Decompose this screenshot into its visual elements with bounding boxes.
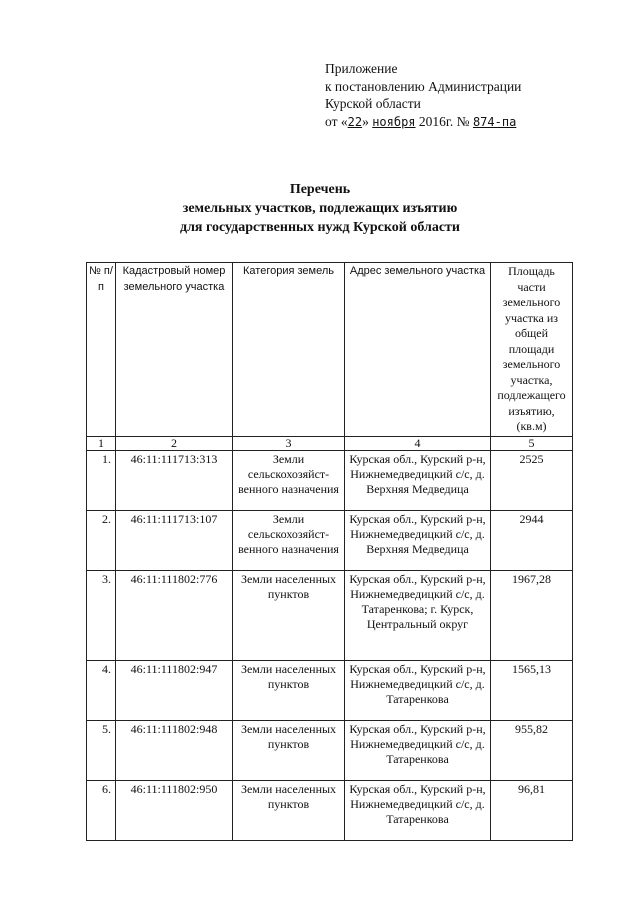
- row-area: 1967,28: [491, 570, 573, 660]
- row-area: 2525: [491, 450, 573, 510]
- row-area: 96,81: [491, 780, 573, 840]
- row-cadastral: 46:11:111802:947: [116, 660, 233, 720]
- row-category: Земли сельскохозяйст-венного назначения: [233, 510, 345, 570]
- row-num: 5.: [87, 720, 116, 780]
- table-row: [87, 570, 573, 660]
- row-num: 3.: [87, 570, 116, 660]
- row-cadastral: 46:11:111802:948: [116, 720, 233, 780]
- row-address: Курская обл., Курский р-н, Нижнемедведицкий с/с, д. Татаренкова: [345, 720, 491, 780]
- date-year: 2016г. №: [415, 113, 473, 129]
- title-line-3: для государственных нужд Курской области: [180, 220, 460, 235]
- date-month: ноября: [372, 114, 416, 129]
- column-number: 3: [233, 436, 345, 450]
- row-cadastral: 46:11:111802:776: [116, 570, 233, 660]
- row-category: Земли населенных пунктов: [233, 780, 345, 840]
- row-address: Курская обл., Курский р-н, Нижнемедведицкий с/с, д. Татаренкова: [345, 660, 491, 720]
- row-cadastral: 46:11:111802:950: [116, 780, 233, 840]
- appendix-date-line: [325, 113, 521, 132]
- row-num: 4.: [87, 660, 116, 720]
- column-number: 1: [87, 436, 116, 450]
- appendix-block: [325, 60, 521, 131]
- column-numbers-row: [87, 436, 573, 450]
- row-address: Курская обл., Курский р-н, Нижнемедведицкий с/с, д. Татаренкова; г. Курск, Центральный округ: [345, 570, 491, 660]
- date-prefix: от «: [325, 113, 348, 129]
- column-number: 2: [116, 436, 233, 450]
- appendix-region: Курской области: [325, 96, 421, 111]
- row-num: 2.: [87, 510, 116, 570]
- date-day: 22: [347, 114, 363, 129]
- row-area: 2944: [491, 510, 573, 570]
- row-address: Курская обл., Курский р-н, Нижнемедведицкий с/с, д. Татаренкова: [345, 780, 491, 840]
- row-cadastral: 46:11:111713:107: [116, 510, 233, 570]
- row-category: Земли населенных пунктов: [233, 570, 345, 660]
- row-category: Земли сельскохозяйст-венного назначения: [233, 450, 345, 510]
- header-category: Категория земель: [233, 263, 345, 437]
- table-row: [87, 780, 573, 840]
- column-number: 4: [345, 436, 491, 450]
- table-row: [87, 450, 573, 510]
- header-area: Площадь части земельного участка из общей площади земельного участка, подлежащего изъятию, (кв.м): [491, 263, 573, 437]
- row-area: 955,82: [491, 720, 573, 780]
- row-num: 1.: [87, 450, 116, 510]
- title-line-1: Перечень: [289, 182, 351, 197]
- date-mid: »: [362, 113, 373, 129]
- table-row: [87, 720, 573, 780]
- table-row: [87, 510, 573, 570]
- row-category: Земли населенных пунктов: [233, 660, 345, 720]
- table-row: [87, 660, 573, 720]
- row-address: Курская обл., Курский р-н, Нижнемедведицкий с/с, д. Верхняя Медведица: [345, 510, 491, 570]
- row-area: 1565,13: [491, 660, 573, 720]
- document-title: [0, 180, 640, 237]
- header-cadastral: Кадастровый номер земельного участка: [116, 263, 233, 437]
- header-address: Адрес земельного участка: [345, 263, 491, 437]
- row-category: Земли населенных пунктов: [233, 720, 345, 780]
- row-cadastral: 46:11:111713:313: [116, 450, 233, 510]
- decree-number: 874-па: [472, 114, 517, 129]
- header-num: № п/п: [87, 263, 116, 437]
- title-line-2: земельных участков, подлежащих изъятию: [182, 201, 458, 216]
- table-header-row: [87, 263, 573, 437]
- column-number: 5: [491, 436, 573, 450]
- appendix-heading: Приложение: [325, 61, 398, 76]
- row-num: 6.: [87, 780, 116, 840]
- appendix-decree: к постановлению Администрации: [325, 78, 522, 94]
- row-address: Курская обл., Курский р-н, Нижнемедведицкий с/с, д. Верхняя Медведица: [345, 450, 491, 510]
- land-plots-table: [86, 262, 573, 841]
